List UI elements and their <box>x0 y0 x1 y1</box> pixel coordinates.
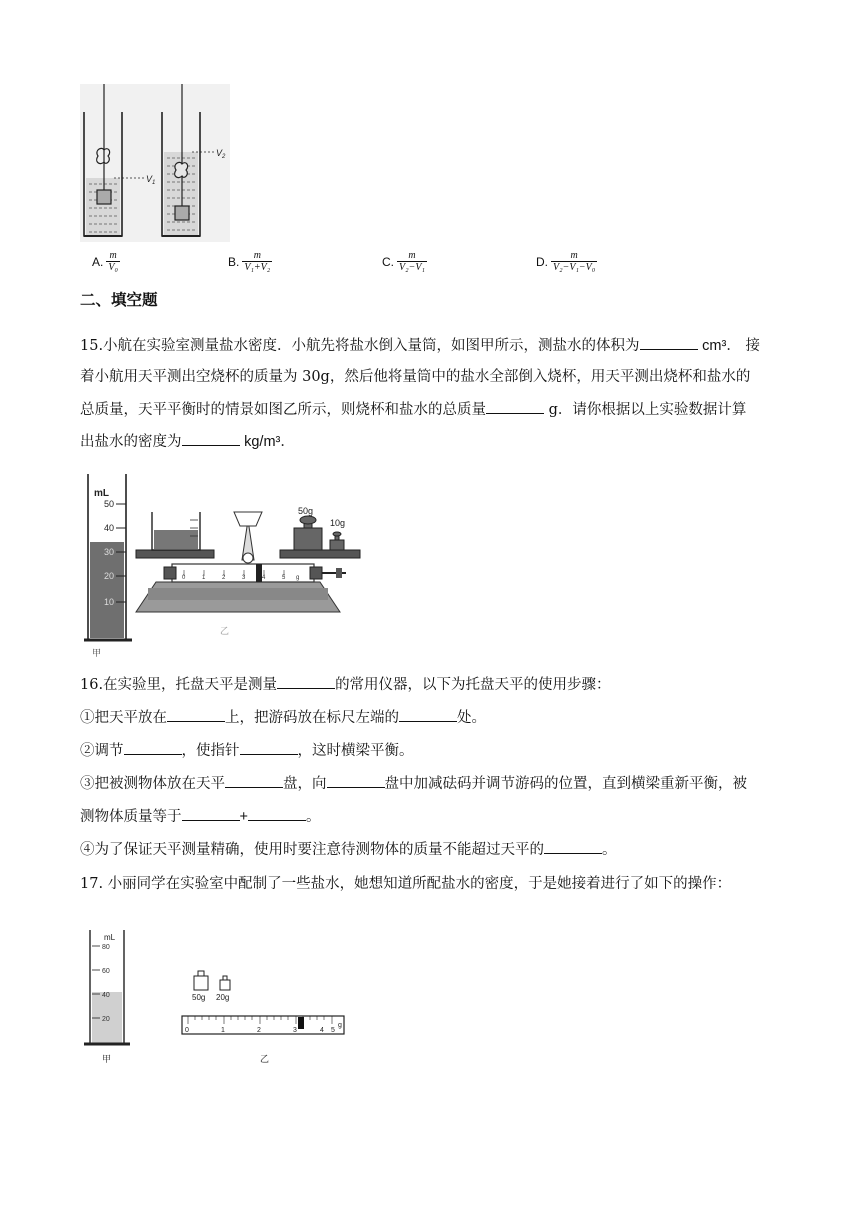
svg-text:mL: mL <box>94 488 109 499</box>
q16-step-3: ③把被测物体放在天平 盘，向 盘中加减砝码并调节游码的位置，直到横梁重新平衡，被 <box>80 773 747 794</box>
svg-text:80: 80 <box>102 944 110 951</box>
svg-text:2: 2 <box>257 1027 261 1034</box>
fraction: $\frac{m}{\text{V₀}}$ <box>108 250 118 273</box>
q17-figure <box>84 924 354 1068</box>
q15-line-2: 着小航用天平测出空烧杯的质量为 30g，然后他将量筒中的盐水全部倒入烧杯，用天平测出烧杯和盐水的 <box>80 369 751 385</box>
svg-text:g: g <box>296 575 300 581</box>
answer-blank[interactable] <box>399 707 457 722</box>
q16-step-2: ②调节 ，使指针 ，这时横梁平衡。 <box>80 740 414 761</box>
option-a[interactable] <box>92 250 120 273</box>
q14-cylinders-figure <box>80 84 230 242</box>
svg-text:1: 1 <box>221 1027 225 1034</box>
svg-text:60: 60 <box>102 968 110 975</box>
fraction: $\frac{m}{\text{V₂−V₁−V₀}}$ <box>553 250 596 273</box>
answer-blank[interactable] <box>327 773 385 788</box>
q15-line-4: 出盐水的密度为 kg/m³． <box>80 431 295 452</box>
q17-line-1: 17. 小丽同学在实验室中配制了一些盐水，她想知道所配盐水的密度，于是她接着进行了如下的操作： <box>80 876 732 892</box>
answer-blank[interactable] <box>486 399 544 414</box>
svg-text:0: 0 <box>185 1027 189 1034</box>
option-letter: A. <box>92 254 104 269</box>
svg-text:50g: 50g <box>298 506 314 516</box>
q15-figure <box>84 470 374 660</box>
svg-text:20g: 20g <box>216 993 230 1002</box>
q16-step-4: ④为了保证天平测量精确，使用时要注意待测物体的质量不能超过天平的 。 <box>80 839 617 860</box>
option-letter: C. <box>382 254 394 269</box>
section-heading: 二、填空题 <box>80 291 158 309</box>
q16-step-1: ①把天平放在 上，把游码放在标尺左端的 处。 <box>80 707 486 728</box>
answer-blank[interactable] <box>544 839 602 854</box>
graduated-cylinder-jia <box>84 930 130 1064</box>
answer-blank[interactable] <box>640 335 698 350</box>
svg-text:甲: 甲 <box>92 648 102 658</box>
q15-line-1: 15.小航在实验室测量盐水密度．小航先将盐水倒入量筒，如图甲所示，测盐水的体积为 cm³． 接 <box>80 335 760 356</box>
answer-blank[interactable] <box>225 773 283 788</box>
svg-text:5: 5 <box>331 1027 335 1034</box>
svg-text:2: 2 <box>222 575 226 581</box>
option-letter: B. <box>228 254 240 269</box>
svg-text:3: 3 <box>242 575 246 581</box>
option-letter: D. <box>536 254 548 269</box>
svg-text:20: 20 <box>102 1016 110 1023</box>
svg-text:40: 40 <box>102 992 110 999</box>
answer-blank[interactable] <box>240 740 298 755</box>
svg-text:3: 3 <box>293 1027 297 1034</box>
fraction: $\frac{m}{\text{V₁+V₂}}$ <box>244 250 271 273</box>
svg-text:50: 50 <box>104 499 115 509</box>
svg-text:10g: 10g <box>330 518 346 528</box>
answer-blank[interactable] <box>248 806 306 821</box>
svg-text:1: 1 <box>202 575 206 581</box>
svg-text:40: 40 <box>104 523 115 533</box>
svg-text:乙: 乙 <box>220 626 230 636</box>
q16-line-1: 16.在实验里，托盘天平是测量 的常用仪器，以下为托盘天平的使用步骤： <box>80 674 611 695</box>
svg-text:g: g <box>338 1022 342 1029</box>
fraction: $\frac{m}{\text{V₂−V₁}}$ <box>399 250 425 273</box>
answer-blank[interactable] <box>182 431 240 446</box>
weights-and-scale-yi <box>182 971 344 1064</box>
svg-text:30: 30 <box>104 547 115 557</box>
svg-text:50g: 50g <box>192 993 206 1002</box>
answer-blank[interactable] <box>182 806 240 821</box>
svg-text:0: 0 <box>182 575 186 581</box>
svg-text:V2: $V_2$ <box>216 148 226 160</box>
svg-text:甲: 甲 <box>102 1054 112 1064</box>
q16-step-3-cont: 测物体质量等于 + 。 <box>80 806 320 827</box>
option-b[interactable] <box>228 250 272 273</box>
answer-blank[interactable] <box>277 674 335 689</box>
balance-yi <box>136 506 360 636</box>
svg-text:mL: mL <box>104 933 116 942</box>
option-c[interactable] <box>382 250 427 273</box>
svg-text:乙: 乙 <box>260 1054 270 1064</box>
q15-line-3: 总质量，天平平衡时的情景如图乙所示，则烧杯和盐水的总质量 g．请你根据以上实验数据计算 <box>80 399 746 420</box>
svg-text:V1: $V_1$ <box>146 174 156 186</box>
svg-text:5: 5 <box>282 575 286 581</box>
svg-text:10: 10 <box>104 597 115 607</box>
answer-blank[interactable] <box>124 740 182 755</box>
answer-blank[interactable] <box>167 707 225 722</box>
option-d[interactable] <box>536 250 597 273</box>
svg-text:4: 4 <box>320 1027 324 1034</box>
svg-text:4: 4 <box>262 575 266 581</box>
graduated-cylinder-jia <box>84 474 132 658</box>
svg-text:20: 20 <box>104 571 115 581</box>
